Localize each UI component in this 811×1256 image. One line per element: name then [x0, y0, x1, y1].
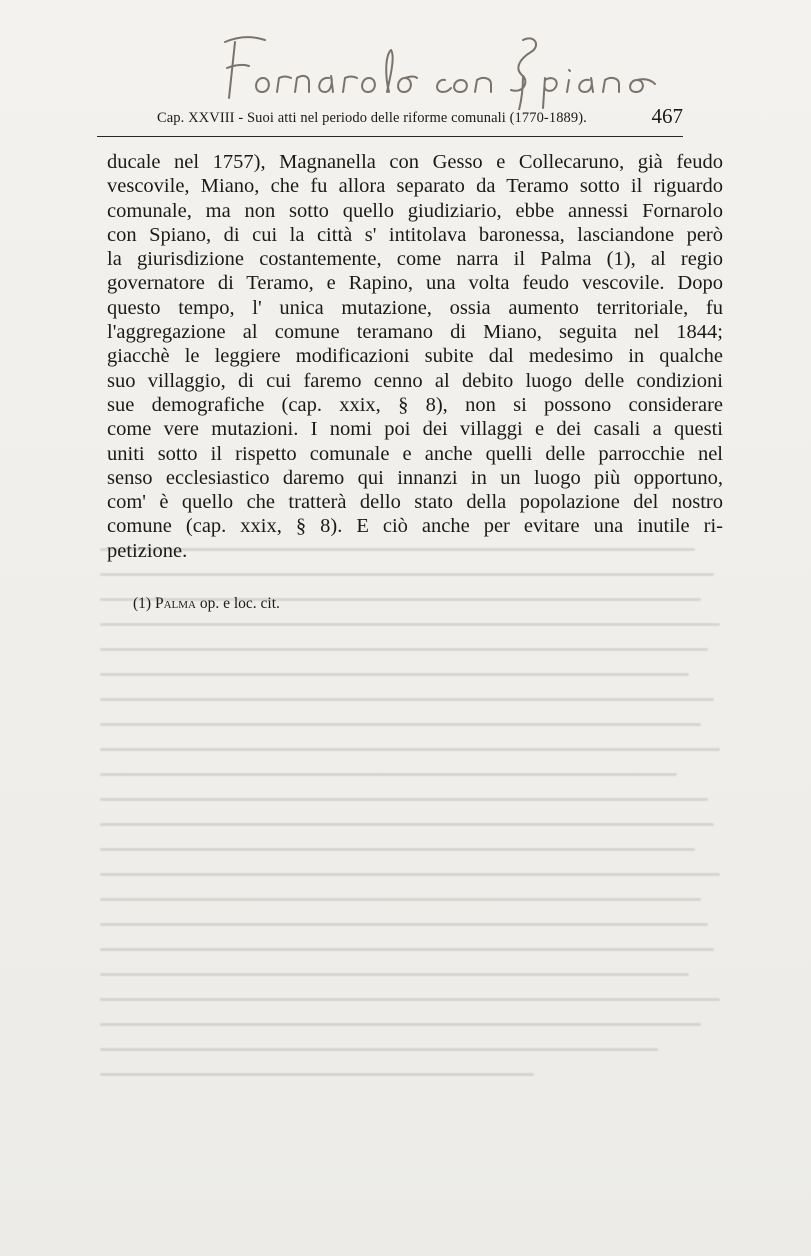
- chapter-title: Cap. XXVIII - Suoi atti nel periodo delle riforme comunali (1770-1889).: [157, 110, 587, 126]
- body-line: la giurisdizione costantemente, come narra il Palma (1), al regio: [107, 248, 723, 271]
- body-line: come vere mutazioni. I nomi poi dei villaggi e dei casali a questi: [107, 418, 723, 441]
- body-line: uniti sotto il rispetto comunale e anche quelli delle parrocchie nel: [107, 442, 723, 465]
- body-line: ducale nel 1757), Magnanella con Gesso e Collecaruno, già feudo: [107, 151, 723, 173]
- body-line: suo villaggio, di cui faremo cenno al debito luogo delle condizioni: [107, 369, 723, 392]
- footnote: [133, 595, 280, 613]
- body-line: comunale, ma non sotto quello giudiziario, ebbe annessi Fornarolo: [107, 199, 723, 222]
- body-line: sue demografiche (cap. xxix, § 8), non si possono considerare: [107, 393, 723, 416]
- body-line: giacchè le leggiere modificazioni subite dal medesimo in qualche: [107, 345, 723, 368]
- body-line: questo tempo, l' unica mutazione, ossia aumento territoriale, fu: [107, 296, 723, 319]
- body-line: vescovile, Miano, che fu allora separato da Teramo sotto il riguardo: [107, 175, 723, 198]
- footnote-text: op. e loc. cit.: [199, 595, 280, 612]
- footnote-author: Palma: [154, 595, 196, 612]
- body-line: con Spiano, di cui la città s' intitolava baronessa, lasciandone però: [107, 223, 723, 246]
- body-line: l'aggregazione al comune teramano di Miano, seguita nel 1844;: [107, 321, 723, 344]
- page-number: 467: [651, 104, 683, 128]
- body-line: governatore di Teramo, e Rapino, una volta feudo vescovile. Dopo: [107, 272, 723, 295]
- body-line: senso ecclesiastico daremo qui innanzi in un luogo più opportuno,: [107, 466, 723, 489]
- body-line: comune (cap. xxix, § 8). E ciò anche per evitare una inutile ri-: [107, 515, 723, 538]
- running-head: [157, 104, 683, 128]
- footnote-marker: (1): [133, 595, 152, 612]
- show-through-reverse-page: [100, 548, 720, 1148]
- handwritten-annotation-text: [215, 26, 694, 77]
- header-rule: [97, 136, 683, 137]
- body-line: petizione.: [107, 539, 188, 562]
- body-line: com' è quello che tratterà dello stato della popolazione del nostro: [107, 491, 723, 514]
- body-paragraph: [107, 150, 723, 563]
